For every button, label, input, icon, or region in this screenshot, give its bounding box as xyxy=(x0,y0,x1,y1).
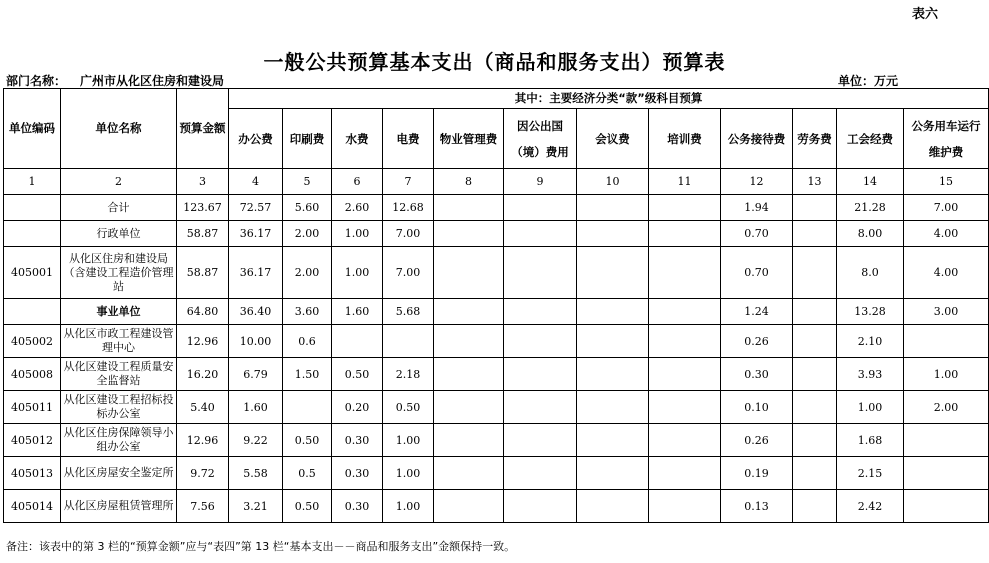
cell-value: 7.00 xyxy=(383,221,434,247)
column-number: 10 xyxy=(577,169,649,195)
column-number: 7 xyxy=(383,169,434,195)
cell-value xyxy=(434,247,504,299)
cell-value: 2.15 xyxy=(837,457,904,490)
cell-value: 2.00 xyxy=(904,391,989,424)
cell-value xyxy=(504,424,577,457)
cell-value: 0.10 xyxy=(721,391,793,424)
cell-value: 9.22 xyxy=(229,424,283,457)
table-number-label: 表六 xyxy=(912,7,939,22)
column-number: 14 xyxy=(837,169,904,195)
header-code: 单位编码 xyxy=(4,89,61,169)
cell-value: 12.68 xyxy=(383,195,434,221)
cell-value: 1.00 xyxy=(332,247,383,299)
department-line xyxy=(6,72,224,89)
cell-value xyxy=(904,325,989,358)
cell-value xyxy=(577,195,649,221)
cell-value: 1.00 xyxy=(332,221,383,247)
cell-value: 7.00 xyxy=(383,247,434,299)
cell-value: 12.96 xyxy=(177,325,229,358)
cell-value xyxy=(577,424,649,457)
header-col-4: 办公费 xyxy=(229,109,283,169)
cell-value xyxy=(793,299,837,325)
column-number: 3 xyxy=(177,169,229,195)
cell-value: 1.00 xyxy=(383,490,434,523)
cell-code xyxy=(4,195,61,221)
cell-value xyxy=(793,247,837,299)
cell-value: 0.26 xyxy=(721,424,793,457)
cell-value xyxy=(504,391,577,424)
header-col-10: 会议费 xyxy=(577,109,649,169)
cell-value: 2.18 xyxy=(383,358,434,391)
cell-unit-name: 从化区建设工程质量安全监督站 xyxy=(61,358,177,391)
cell-value: 72.57 xyxy=(229,195,283,221)
header-col-9: 因公出国（境）费用 xyxy=(504,109,577,169)
cell-value: 0.30 xyxy=(332,457,383,490)
cell-value: 5.40 xyxy=(177,391,229,424)
page-title: 一般公共预算基本支出（商品和服务支出）预算表 xyxy=(263,50,726,74)
column-number: 2 xyxy=(61,169,177,195)
cell-value: 123.67 xyxy=(177,195,229,221)
cell-value: 64.80 xyxy=(177,299,229,325)
header-budget: 预算金额 xyxy=(177,89,229,169)
cell-value: 12.96 xyxy=(177,424,229,457)
cell-value xyxy=(434,457,504,490)
cell-value xyxy=(649,457,721,490)
cell-code: 405001 xyxy=(4,247,61,299)
cell-value: 1.60 xyxy=(332,299,383,325)
cell-value xyxy=(904,490,989,523)
cell-value: 21.28 xyxy=(837,195,904,221)
cell-value xyxy=(649,325,721,358)
budget-table xyxy=(3,88,989,523)
cell-value: 1.00 xyxy=(837,391,904,424)
cell-value xyxy=(504,195,577,221)
cell-value: 0.50 xyxy=(383,391,434,424)
cell-value xyxy=(649,424,721,457)
cell-value: 0.50 xyxy=(332,358,383,391)
cell-value: 36.17 xyxy=(229,247,283,299)
column-number: 6 xyxy=(332,169,383,195)
cell-value xyxy=(504,457,577,490)
cell-value: 3.21 xyxy=(229,490,283,523)
table-row xyxy=(4,490,989,523)
cell-value: 8.00 xyxy=(837,221,904,247)
header-col-8: 物业管理费 xyxy=(434,109,504,169)
cell-value xyxy=(649,391,721,424)
cell-value xyxy=(577,299,649,325)
unit-label: 单位：万元 xyxy=(838,74,899,88)
cell-value xyxy=(434,221,504,247)
header-col-7: 电费 xyxy=(383,109,434,169)
cell-value xyxy=(577,391,649,424)
cell-value xyxy=(793,325,837,358)
cell-value: 0.70 xyxy=(721,247,793,299)
column-number-row xyxy=(4,169,989,195)
header-col-14: 工会经费 xyxy=(837,109,904,169)
cell-unit-name: 从化区建设工程招标投标办公室 xyxy=(61,391,177,424)
cell-value: 4.00 xyxy=(904,221,989,247)
cell-value xyxy=(434,358,504,391)
cell-value xyxy=(649,358,721,391)
header-col-11: 培训费 xyxy=(649,109,721,169)
cell-value xyxy=(434,391,504,424)
department-label: 部门名称： xyxy=(6,74,67,88)
column-number: 8 xyxy=(434,169,504,195)
cell-code: 405011 xyxy=(4,391,61,424)
cell-value xyxy=(504,325,577,358)
cell-value xyxy=(577,247,649,299)
cell-value: 2.10 xyxy=(837,325,904,358)
header-group: 其中：主要经济分类“款”级科目预算 xyxy=(229,89,989,109)
cell-value: 0.30 xyxy=(332,424,383,457)
cell-value xyxy=(504,247,577,299)
cell-code: 405013 xyxy=(4,457,61,490)
cell-value xyxy=(649,299,721,325)
cell-code: 405012 xyxy=(4,424,61,457)
header-name: 单位名称 xyxy=(61,89,177,169)
cell-code: 405014 xyxy=(4,490,61,523)
cell-value xyxy=(649,490,721,523)
header-col-15: 公务用车运行维护费 xyxy=(904,109,989,169)
cell-value: 9.72 xyxy=(177,457,229,490)
cell-unit-name: 从化区住房保障领导小组办公室 xyxy=(61,424,177,457)
cell-value: 2.60 xyxy=(332,195,383,221)
cell-value: 4.00 xyxy=(904,247,989,299)
cell-value xyxy=(793,195,837,221)
cell-value: 3.60 xyxy=(283,299,332,325)
cell-value xyxy=(577,490,649,523)
cell-value xyxy=(793,424,837,457)
cell-value: 13.28 xyxy=(837,299,904,325)
cell-value: 3.93 xyxy=(837,358,904,391)
table-row xyxy=(4,457,989,490)
column-number: 5 xyxy=(283,169,332,195)
cell-value: 16.20 xyxy=(177,358,229,391)
cell-value xyxy=(904,457,989,490)
cell-unit-name: 从化区住房和建设局（含建设工程造价管理站 xyxy=(61,247,177,299)
header-col-13: 劳务费 xyxy=(793,109,837,169)
cell-value: 0.5 xyxy=(283,457,332,490)
cell-code: 405008 xyxy=(4,358,61,391)
cell-value: 1.94 xyxy=(721,195,793,221)
table-row xyxy=(4,391,989,424)
cell-unit-name: 从化区房屋租赁管理所 xyxy=(61,490,177,523)
cell-value xyxy=(504,221,577,247)
cell-value: 36.17 xyxy=(229,221,283,247)
cell-value xyxy=(434,424,504,457)
cell-value xyxy=(793,391,837,424)
cell-value: 2.00 xyxy=(283,247,332,299)
table-row xyxy=(4,195,989,221)
column-number: 1 xyxy=(4,169,61,195)
cell-value xyxy=(793,358,837,391)
cell-value: 0.6 xyxy=(283,325,332,358)
cell-value xyxy=(577,358,649,391)
cell-value: 0.50 xyxy=(283,424,332,457)
cell-value: 58.87 xyxy=(177,247,229,299)
cell-value xyxy=(649,221,721,247)
column-number: 13 xyxy=(793,169,837,195)
cell-unit-name: 事业单位 xyxy=(61,299,177,325)
table-row xyxy=(4,325,989,358)
cell-value: 3.00 xyxy=(904,299,989,325)
cell-value xyxy=(577,221,649,247)
cell-value xyxy=(504,490,577,523)
cell-value xyxy=(649,247,721,299)
cell-value: 0.19 xyxy=(721,457,793,490)
cell-value xyxy=(577,457,649,490)
header-col-12: 公务接待费 xyxy=(721,109,793,169)
cell-value: 2.00 xyxy=(283,221,332,247)
department-value: 广州市从化区住房和建设局 xyxy=(80,74,225,88)
cell-value: 7.56 xyxy=(177,490,229,523)
table-row xyxy=(4,247,989,299)
cell-value xyxy=(904,424,989,457)
cell-value xyxy=(434,325,504,358)
cell-value: 5.68 xyxy=(383,299,434,325)
cell-value xyxy=(283,391,332,424)
footnote: 备注：该表中的第 3 栏的“预算金额”应与“表四”第 13 栏“基本支出－－商品和服务支出”金额保持一致。 xyxy=(6,540,516,553)
header-col-6: 水费 xyxy=(332,109,383,169)
cell-value: 1.00 xyxy=(383,424,434,457)
column-number: 4 xyxy=(229,169,283,195)
table-row xyxy=(4,299,989,325)
cell-value: 5.60 xyxy=(283,195,332,221)
cell-code xyxy=(4,299,61,325)
table-row xyxy=(4,358,989,391)
cell-value xyxy=(793,221,837,247)
cell-value xyxy=(649,195,721,221)
cell-value xyxy=(793,457,837,490)
column-number: 11 xyxy=(649,169,721,195)
cell-value: 0.26 xyxy=(721,325,793,358)
column-number: 15 xyxy=(904,169,989,195)
cell-value: 0.20 xyxy=(332,391,383,424)
cell-value xyxy=(434,490,504,523)
cell-unit-name: 行政单位 xyxy=(61,221,177,247)
cell-value xyxy=(793,490,837,523)
cell-code xyxy=(4,221,61,247)
cell-value: 0.50 xyxy=(283,490,332,523)
cell-value: 0.30 xyxy=(332,490,383,523)
cell-value: 8.0 xyxy=(837,247,904,299)
cell-unit-name: 合计 xyxy=(61,195,177,221)
cell-value xyxy=(434,195,504,221)
cell-value xyxy=(383,325,434,358)
column-number: 12 xyxy=(721,169,793,195)
cell-value: 1.68 xyxy=(837,424,904,457)
cell-value: 58.87 xyxy=(177,221,229,247)
cell-value: 7.00 xyxy=(904,195,989,221)
cell-value: 5.58 xyxy=(229,457,283,490)
header-col-5: 印刷费 xyxy=(283,109,332,169)
cell-value: 1.00 xyxy=(904,358,989,391)
column-number: 9 xyxy=(504,169,577,195)
cell-value: 1.24 xyxy=(721,299,793,325)
cell-value: 10.00 xyxy=(229,325,283,358)
cell-value xyxy=(434,299,504,325)
cell-value: 0.13 xyxy=(721,490,793,523)
cell-value xyxy=(504,358,577,391)
cell-value: 1.60 xyxy=(229,391,283,424)
cell-value xyxy=(504,299,577,325)
header-row-top xyxy=(4,89,989,109)
cell-value: 0.70 xyxy=(721,221,793,247)
cell-value: 6.79 xyxy=(229,358,283,391)
cell-unit-name: 从化区房屋安全鉴定所 xyxy=(61,457,177,490)
cell-value: 2.42 xyxy=(837,490,904,523)
cell-code: 405002 xyxy=(4,325,61,358)
cell-value: 1.00 xyxy=(383,457,434,490)
cell-unit-name: 从化区市政工程建设管理中心 xyxy=(61,325,177,358)
cell-value: 1.50 xyxy=(283,358,332,391)
cell-value: 0.30 xyxy=(721,358,793,391)
cell-value xyxy=(577,325,649,358)
cell-value xyxy=(332,325,383,358)
cell-value: 36.40 xyxy=(229,299,283,325)
table-row xyxy=(4,221,989,247)
table-row xyxy=(4,424,989,457)
